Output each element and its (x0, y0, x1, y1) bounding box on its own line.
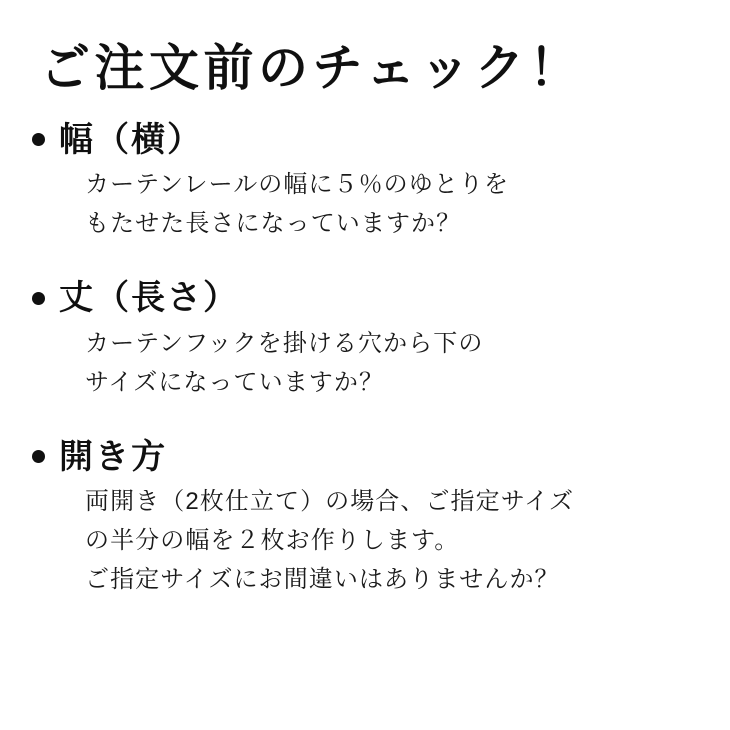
check-item-width-heading (26, 120, 704, 161)
check-item-length (26, 278, 704, 403)
check-item-opening-style-body (85, 483, 704, 600)
check-item-opening-style-line-2: の半分の幅を２枚お作りします。 (85, 527, 460, 555)
check-item-width-line-2: もたせた長さになっていますか？ (85, 210, 462, 238)
check-item-opening-style-line-1: 両開き（2枚仕立て）の場合、ご指定サイズ (85, 488, 575, 516)
check-item-width-line-1: カーテンレールの幅に５％のゆとりを (85, 171, 510, 199)
check-item-width-title: 幅（横） (59, 120, 204, 159)
check-item-opening-style (26, 437, 704, 600)
check-item-length-heading (26, 278, 704, 319)
bullet-icon (32, 450, 45, 463)
check-item-width-body (85, 166, 704, 244)
check-item-width (26, 120, 704, 245)
check-item-length-line-1: カーテンフックを掛ける穴から下の (85, 329, 484, 357)
check-item-length-body (85, 325, 704, 403)
check-list (26, 120, 704, 601)
check-item-length-title: 丈（長さ） (59, 279, 240, 318)
bullet-icon (32, 133, 45, 146)
check-item-opening-style-line-3: ご指定サイズにお間違いはありませんか？ (85, 566, 560, 594)
bullet-icon (32, 292, 45, 305)
check-item-opening-style-title: 開き方 (59, 437, 168, 476)
check-item-length-line-2: サイズになっていますか？ (85, 368, 385, 396)
check-item-opening-style-heading (26, 437, 704, 478)
page-title: ご注文前のチェック！ (40, 40, 584, 96)
